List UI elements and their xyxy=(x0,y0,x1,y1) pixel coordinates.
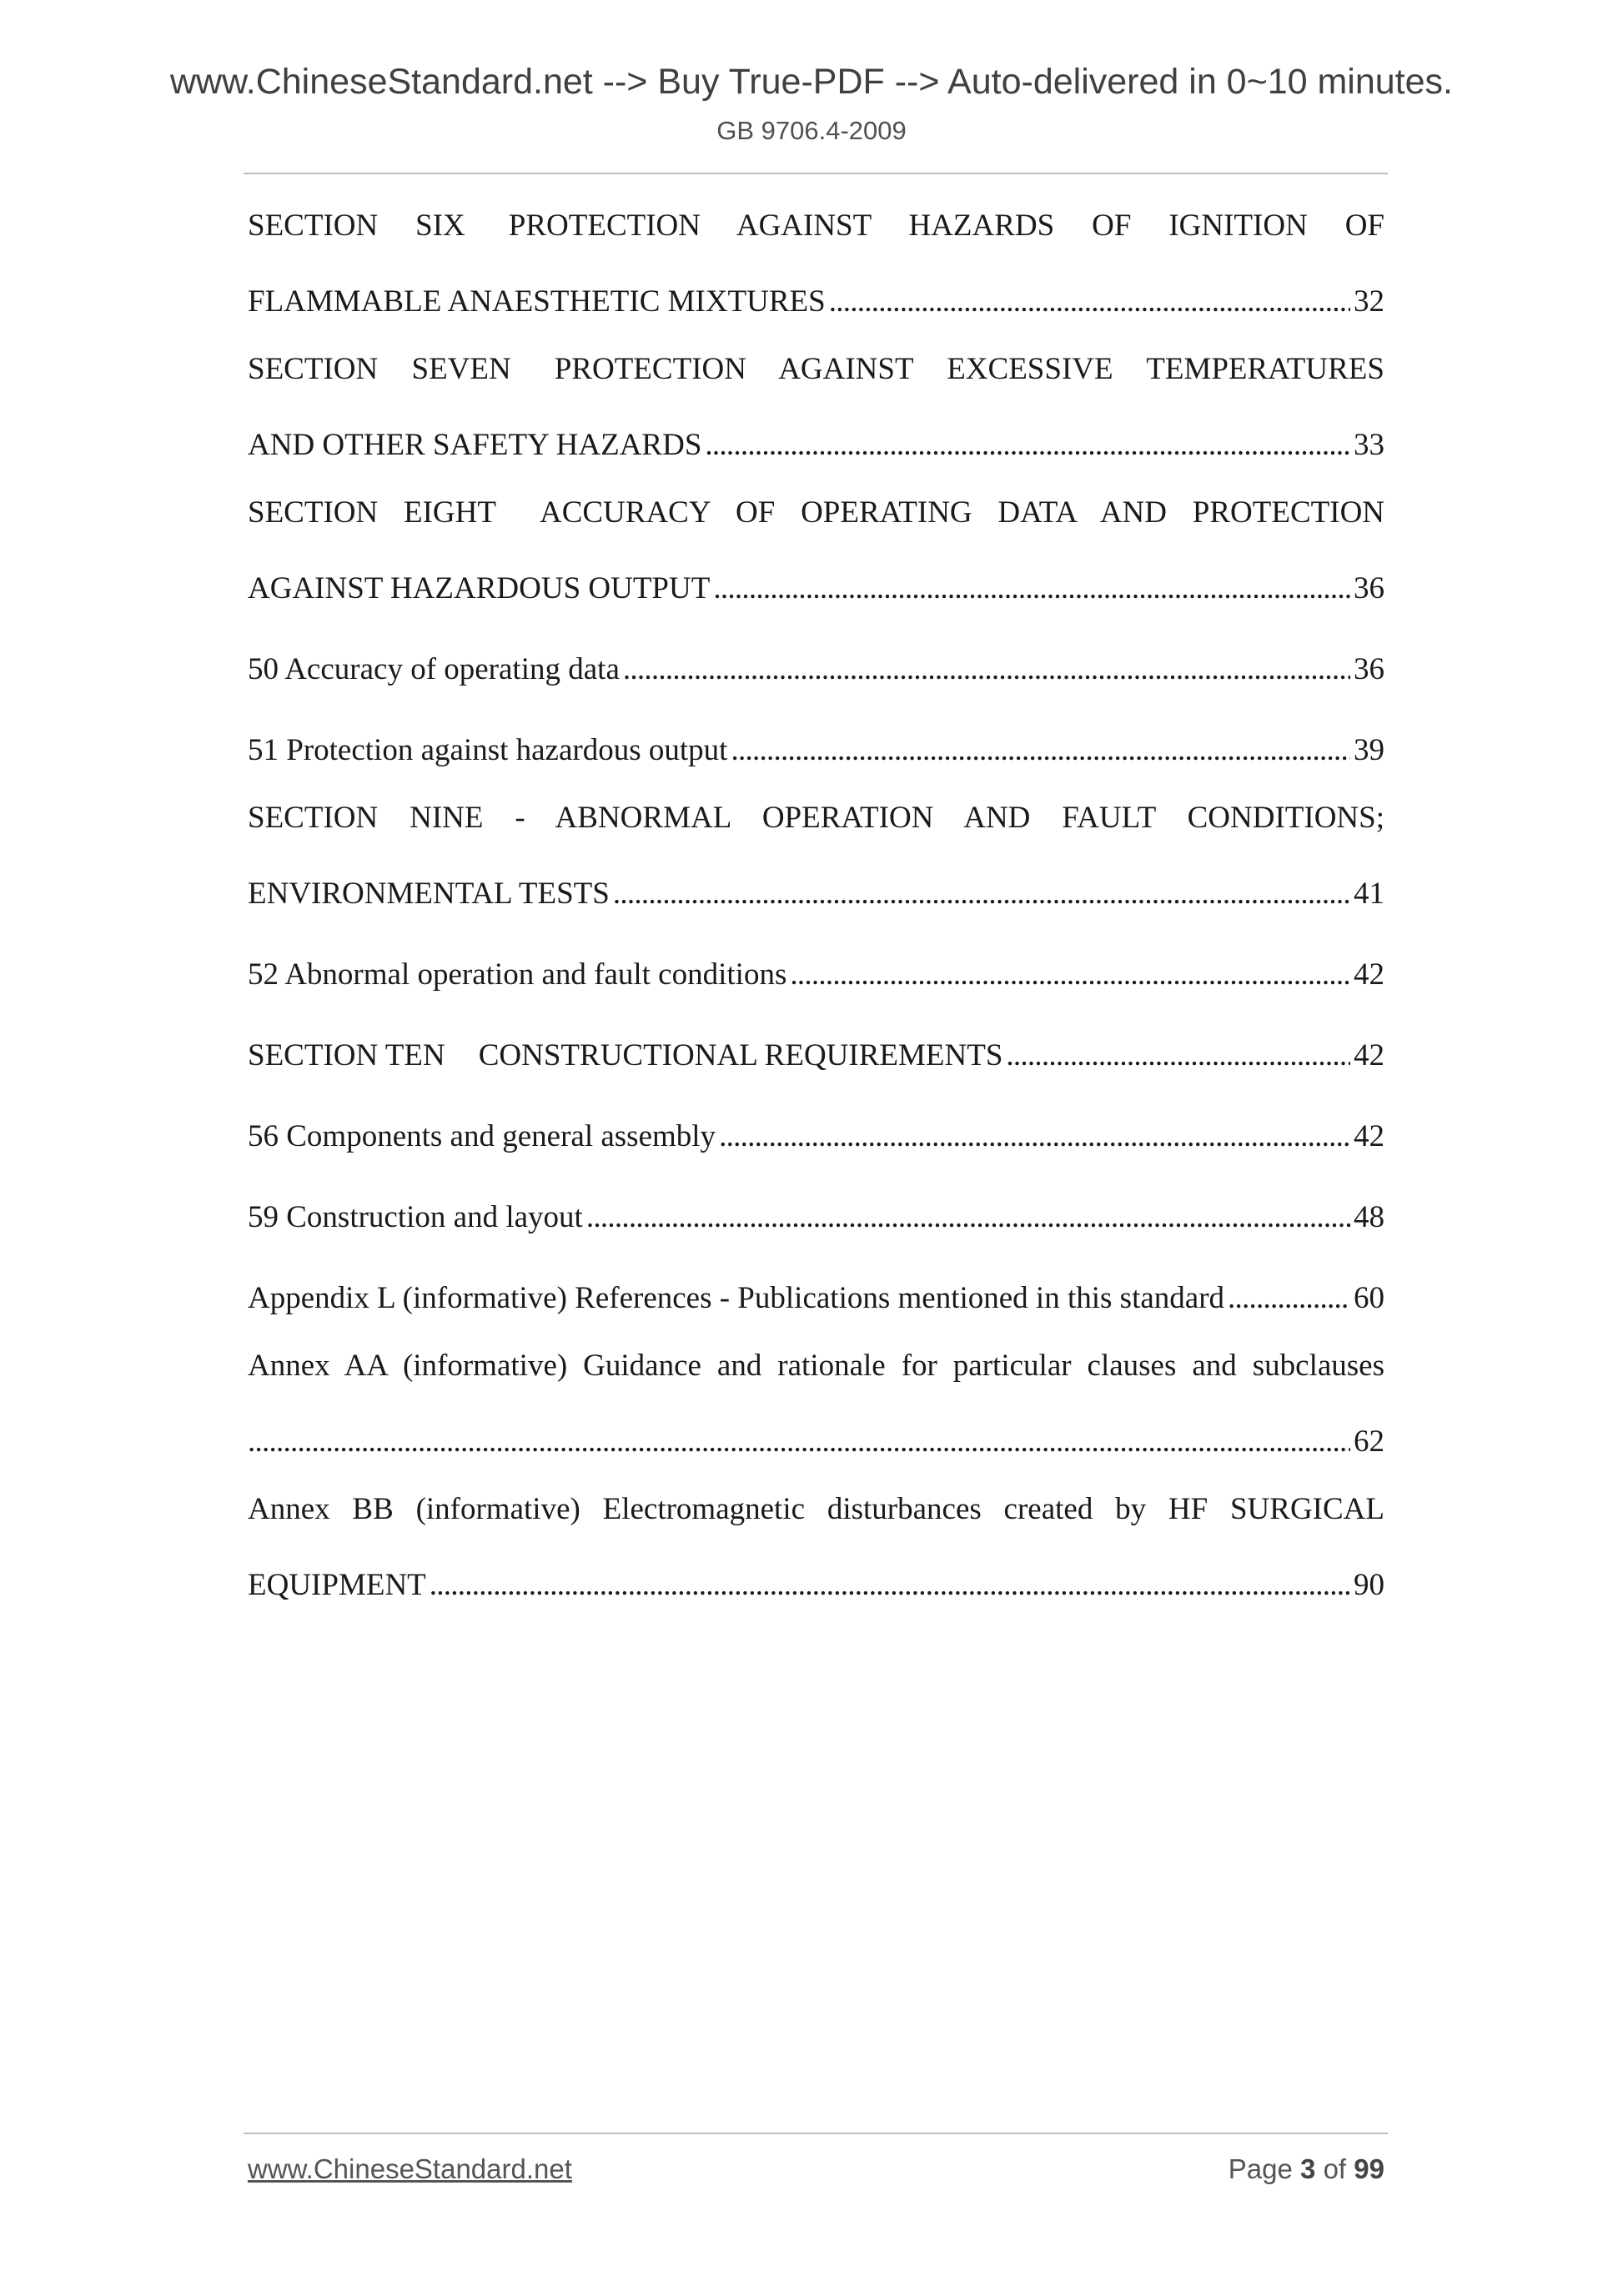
toc-entry-line xyxy=(248,638,1384,701)
toc-entry-clause-50[interactable] xyxy=(248,638,1384,701)
toc-entry-line xyxy=(248,862,1384,925)
toc-entry-annex-bb[interactable] xyxy=(248,1491,1384,1616)
toc-page-number: 33 xyxy=(1354,428,1384,462)
toc-entry-line xyxy=(248,1186,1384,1248)
table-of-contents xyxy=(248,208,1384,1635)
standard-code: GB 9706.4-2009 xyxy=(716,116,907,146)
toc-section-title: PROTECTION AGAINST EXCESSIVE TEMPERATURES xyxy=(554,352,1384,386)
toc-page-number: 42 xyxy=(1354,1038,1384,1073)
toc-entry-section-ten[interactable] xyxy=(248,1024,1384,1087)
dot-leader xyxy=(1228,1280,1350,1316)
toc-section-label: SECTION SIX xyxy=(248,208,465,243)
toc-entry-title: EQUIPMENT xyxy=(248,1568,426,1602)
toc-entry-line xyxy=(248,414,1384,476)
toc-entry-title: 59 Construction and layout xyxy=(248,1200,583,1234)
toc-page-number: 36 xyxy=(1354,652,1384,686)
toc-section-title: CONSTRUCTIONAL REQUIREMENTS xyxy=(478,1038,1003,1073)
toc-entry-title: 56 Components and general assembly xyxy=(248,1119,716,1153)
toc-entry-line: Annex AA (informative) Guidance and rationale for particular clauses and subclauses xyxy=(248,1349,1384,1383)
dot-leader xyxy=(790,957,1350,992)
toc-page-number: 36 xyxy=(1354,571,1384,605)
toc-entry-title: 50 Accuracy of operating data xyxy=(248,652,620,686)
toc-section-title: ACCURACY OF OPERATING DATA AND PROTECTION xyxy=(539,495,1384,530)
toc-page-number: 90 xyxy=(1354,1568,1384,1602)
toc-entry-line xyxy=(248,1105,1384,1168)
toc-section-title: PROTECTION AGAINST HAZARDS OF IGNITION OF xyxy=(508,208,1384,243)
toc-page-number: 42 xyxy=(1354,957,1384,992)
toc-page-number: 39 xyxy=(1354,733,1384,767)
toc-entry-section-nine[interactable] xyxy=(248,800,1384,925)
toc-entry-section-six[interactable] xyxy=(248,208,1384,333)
total-page-count: 99 xyxy=(1354,2153,1384,2184)
toc-entry-clause-56[interactable] xyxy=(248,1105,1384,1168)
toc-entry-title: Appendix L (informative) References - Publications mentioned in this standard xyxy=(248,1281,1225,1315)
footer-website-link[interactable]: www.ChineseStandard.net xyxy=(248,2153,572,2184)
dot-leader xyxy=(586,1199,1350,1235)
toc-entry-clause-59[interactable] xyxy=(248,1186,1384,1248)
page-label: Page xyxy=(1228,2153,1293,2184)
toc-page-number: 32 xyxy=(1354,284,1384,319)
current-page-number: 3 xyxy=(1300,2153,1316,2184)
toc-entry-line xyxy=(248,1410,1384,1473)
toc-entry-clause-52[interactable] xyxy=(248,943,1384,1006)
toc-page-number: 48 xyxy=(1354,1200,1384,1234)
toc-entry-annex-aa[interactable] xyxy=(248,1348,1384,1473)
toc-entry-title: ENVIRONMENTAL TESTS xyxy=(248,877,610,911)
toc-entry-title: 51 Protection against hazardous output xyxy=(248,733,728,767)
toc-entry-line xyxy=(248,270,1384,333)
toc-entry-line xyxy=(248,557,1384,620)
toc-entry-line xyxy=(248,351,1384,414)
dot-leader xyxy=(1006,1037,1350,1073)
toc-page-number: 41 xyxy=(1354,877,1384,911)
toc-entry-line xyxy=(248,208,1384,270)
toc-page-number: 60 xyxy=(1354,1281,1384,1315)
header-divider xyxy=(244,173,1388,174)
page-footer xyxy=(248,2153,1384,2185)
toc-entry-line xyxy=(248,943,1384,1006)
toc-page-number: 62 xyxy=(1354,1424,1384,1459)
toc-section-label: SECTION EIGHT xyxy=(248,495,496,530)
toc-entry-line xyxy=(248,1267,1384,1329)
dot-leader xyxy=(705,427,1350,463)
toc-entry-title: AND OTHER SAFETY HAZARDS xyxy=(248,428,702,462)
toc-entry-line xyxy=(248,1024,1384,1087)
page-of-label: of xyxy=(1323,2153,1347,2184)
toc-section-label: SECTION SEVEN xyxy=(248,352,511,386)
toc-entry-line xyxy=(248,1554,1384,1616)
page-header xyxy=(0,62,1623,146)
toc-page-number: 42 xyxy=(1354,1119,1384,1153)
toc-entry-appendix-l[interactable] xyxy=(248,1267,1384,1329)
toc-entry-section-seven[interactable] xyxy=(248,351,1384,476)
toc-entry-clause-51[interactable] xyxy=(248,719,1384,781)
toc-entry-title: FLAMMABLE ANAESTHETIC MIXTURES xyxy=(248,284,826,319)
toc-entry-line: SECTION NINE - ABNORMAL OPERATION AND FAULT CONDITIONS; xyxy=(248,801,1384,835)
toc-entry-line: Annex BB (informative) Electromagnetic disturbances created by HF SURGICAL xyxy=(248,1492,1384,1526)
dot-leader xyxy=(713,570,1350,606)
toc-entry-line xyxy=(248,495,1384,557)
dot-leader xyxy=(623,651,1350,687)
dot-leader xyxy=(731,732,1350,768)
header-banner[interactable]: www.ChineseStandard.net --> Buy True-PDF --> Auto-delivered in 0~10 minutes. xyxy=(169,62,1453,102)
toc-section-label: SECTION TEN xyxy=(248,1038,445,1073)
toc-entry-line xyxy=(248,719,1384,781)
page-indicator xyxy=(1229,2153,1384,2185)
dot-leader xyxy=(829,284,1350,319)
footer-divider xyxy=(244,2133,1388,2134)
dot-leader xyxy=(248,1424,1350,1459)
toc-entry-title: AGAINST HAZARDOUS OUTPUT xyxy=(248,571,711,605)
toc-entry-section-eight[interactable] xyxy=(248,495,1384,620)
dot-leader xyxy=(430,1567,1350,1603)
dot-leader xyxy=(719,1118,1350,1154)
toc-entry-title: 52 Abnormal operation and fault conditions xyxy=(248,957,787,992)
dot-leader xyxy=(613,876,1350,912)
